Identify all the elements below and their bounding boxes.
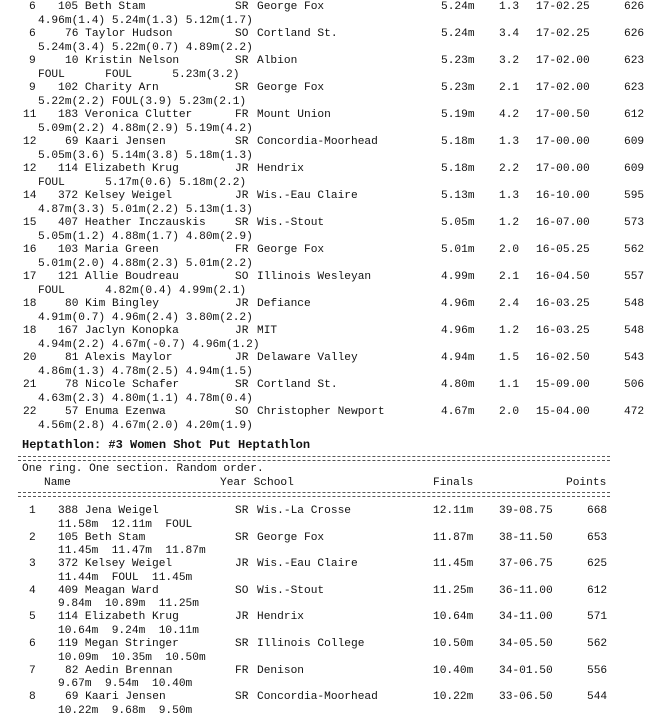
imperial-mark: 16-07.00 — [536, 217, 590, 229]
athlete: 407 Heather Inczauskis — [58, 217, 206, 229]
points: 556 — [587, 664, 608, 677]
header-name: Name — [44, 477, 71, 489]
mark: 11.87m — [433, 531, 474, 544]
mark: 5.01m — [441, 244, 475, 256]
mark: 5.24m — [441, 28, 475, 40]
imperial-mark: 17-02.00 — [536, 55, 590, 67]
year: JR — [235, 190, 249, 202]
year: SR — [235, 638, 249, 650]
place: 22 — [23, 406, 37, 418]
school: Illinois College — [257, 638, 365, 650]
points: 544 — [587, 691, 608, 704]
result-row — [0, 406, 655, 420]
place: 20 — [23, 352, 37, 364]
result-row — [0, 298, 655, 312]
year: FR — [235, 244, 249, 256]
school: George Fox — [257, 244, 325, 256]
imperial-mark: 34-11.00 — [499, 611, 553, 624]
imperial-mark: 34-01.50 — [499, 664, 553, 677]
imperial-mark: 16-10.00 — [536, 190, 590, 202]
attempts: 5.05m(1.2) 4.88m(1.7) 4.80m(2.9) — [38, 230, 253, 243]
place: 5 — [29, 611, 36, 624]
school: Concordia-Moorhead — [257, 691, 378, 704]
athlete: 114 Elizabeth Krug — [58, 611, 179, 624]
mark: 4.96m — [441, 298, 475, 310]
result-row — [0, 585, 655, 599]
year: SR — [235, 55, 249, 67]
result-row — [0, 190, 655, 204]
school: George Fox — [257, 1, 325, 13]
imperial-mark: 38-11.50 — [499, 531, 553, 544]
points: 543 — [624, 352, 645, 364]
event-note: One ring. One section. Random order. — [22, 463, 264, 475]
school: Defiance — [257, 298, 311, 310]
attempts: 11.44m FOUL 11.45m — [58, 571, 193, 584]
year: SO — [235, 584, 249, 597]
imperial-mark: 17-00.50 — [536, 109, 590, 121]
place: 8 — [29, 691, 36, 704]
imperial-mark: 17-00.00 — [536, 163, 590, 175]
athlete: 82 Aedin Brennan — [65, 664, 173, 677]
athlete: 102 Charity Arn — [58, 82, 159, 94]
imperial-mark: 16-03.25 — [536, 298, 590, 310]
divider — [18, 456, 610, 461]
athlete: 372 Kelsey Weigel — [58, 558, 173, 571]
place: 16 — [23, 244, 37, 256]
mark: 5.18m — [441, 136, 475, 148]
wind: 4.2 — [499, 109, 520, 121]
imperial-mark: 16-04.50 — [536, 271, 590, 283]
divider — [18, 492, 610, 497]
points: 668 — [587, 505, 608, 517]
result-row — [0, 505, 655, 519]
athlete: 119 Megan Stringer — [58, 638, 179, 650]
attempts: 4.56m(2.8) 4.67m(2.0) 4.20m(1.9) — [38, 419, 253, 432]
year: SO — [235, 271, 249, 283]
year: SR — [235, 136, 249, 148]
mark: 10.50m — [433, 638, 474, 650]
place: 6 — [29, 638, 36, 650]
place: 11 — [23, 109, 37, 121]
attempts: FOUL 5.17m(0.6) 5.18m(2.2) — [38, 176, 247, 189]
year: JR — [235, 298, 249, 310]
result-row — [0, 691, 655, 705]
wind: 3.2 — [499, 55, 520, 67]
points: 472 — [624, 406, 645, 418]
place: 6 — [29, 1, 36, 13]
wind: 2.0 — [499, 244, 520, 256]
athlete: 69 Kaari Jensen — [65, 136, 166, 148]
athlete: 78 Nicole Schafer — [65, 379, 180, 391]
result-row — [0, 28, 655, 42]
imperial-mark: 15-09.00 — [536, 379, 590, 391]
points: 653 — [587, 531, 608, 544]
points: 562 — [587, 638, 608, 650]
imperial-mark: 33-06.50 — [499, 691, 553, 704]
attempts: 5.24m(3.4) 5.22m(0.7) 4.89m(2.2) — [38, 41, 253, 54]
school: Wis.-Eau Claire — [257, 558, 358, 571]
school: Wis.-Eau Claire — [257, 190, 358, 202]
school: George Fox — [257, 82, 325, 94]
attempts: 4.94m(2.2) 4.67m(-0.7) 4.96m(1.2) — [38, 338, 260, 351]
athlete: 76 Taylor Hudson — [65, 28, 173, 40]
year: SO — [235, 406, 249, 418]
wind: 2.2 — [499, 163, 520, 175]
athlete: 103 Maria Green — [58, 244, 159, 256]
attempts: 11.58m 12.11m FOUL — [58, 518, 193, 531]
athlete: 81 Alexis Maylor — [65, 352, 173, 364]
attempts: 11.45m 11.47m 11.87m — [58, 545, 206, 558]
points: 626 — [624, 28, 645, 40]
attempts: FOUL 4.82m(0.4) 4.99m(2.1) — [38, 284, 247, 297]
mark: 4.80m — [441, 379, 475, 391]
header-year-school: Year School — [220, 477, 294, 489]
school: Illinois Wesleyan — [257, 271, 372, 283]
mark: 10.40m — [433, 664, 474, 677]
school: Cortland St. — [257, 28, 338, 40]
school: Wis.-Stout — [257, 584, 325, 597]
attempts: 5.09m(2.2) 4.88m(2.9) 5.19m(4.2) — [38, 122, 253, 135]
attempts: 9.67m 9.54m 10.40m — [58, 678, 193, 691]
result-row — [0, 271, 655, 285]
points: 506 — [624, 379, 645, 391]
year: JR — [235, 611, 249, 624]
athlete: 69 Kaari Jensen — [65, 691, 166, 704]
school: George Fox — [257, 531, 325, 544]
year: JR — [235, 352, 249, 364]
year: FR — [235, 109, 249, 121]
place: 9 — [29, 55, 36, 67]
imperial-mark: 15-04.00 — [536, 406, 590, 418]
points: 573 — [624, 217, 645, 229]
mark: 5.13m — [441, 190, 475, 202]
school: MIT — [257, 325, 278, 337]
imperial-mark: 17-00.00 — [536, 136, 590, 148]
mark: 12.11m — [433, 505, 474, 517]
imperial-mark: 16-03.25 — [536, 325, 590, 337]
mark: 5.23m — [441, 55, 475, 67]
athlete: 10 Kristin Nelson — [65, 55, 180, 67]
year: JR — [235, 325, 249, 337]
year: SR — [235, 1, 249, 13]
school: Delaware Valley — [257, 352, 358, 364]
mark: 4.96m — [441, 325, 475, 337]
place: 18 — [23, 298, 37, 310]
header-finals: Finals — [433, 477, 474, 489]
mark: 5.18m — [441, 163, 475, 175]
year: JR — [235, 163, 249, 175]
attempts: 5.22m(2.2) FOUL(3.9) 5.23m(2.1) — [38, 95, 247, 108]
points: 609 — [624, 163, 645, 175]
place: 14 — [23, 190, 37, 202]
result-row — [0, 163, 655, 177]
imperial-mark: 16-02.50 — [536, 352, 590, 364]
result-row — [0, 109, 655, 123]
attempts: 5.01m(2.0) 4.88m(2.3) 5.01m(2.2) — [38, 257, 253, 270]
attempts: 4.63m(2.3) 4.80m(1.1) 4.78m(0.4) — [38, 392, 253, 405]
result-row — [0, 1, 655, 15]
school: Denison — [257, 664, 304, 677]
athlete: 183 Veronica Clutter — [58, 109, 193, 121]
points: 626 — [624, 1, 645, 13]
mark: 5.23m — [441, 82, 475, 94]
school: Mount Union — [257, 109, 331, 121]
mark: 11.45m — [433, 558, 474, 571]
attempts: 5.05m(3.6) 5.14m(3.8) 5.18m(1.3) — [38, 149, 253, 162]
attempts: 10.09m 10.35m 10.50m — [58, 651, 206, 664]
wind: 2.4 — [499, 298, 520, 310]
attempts: FOUL FOUL 5.23m(3.2) — [38, 68, 240, 81]
result-row — [0, 558, 655, 572]
imperial-mark: 17-02.25 — [536, 28, 590, 40]
school: Christopher Newport — [257, 406, 385, 418]
wind: 2.1 — [499, 82, 520, 94]
wind: 1.1 — [499, 379, 520, 391]
result-row — [0, 244, 655, 258]
mark: 4.94m — [441, 352, 475, 364]
athlete: 167 Jaclyn Konopka — [58, 325, 179, 337]
year: SR — [235, 217, 249, 229]
place: 9 — [29, 82, 36, 94]
place: 15 — [23, 217, 37, 229]
result-row — [0, 352, 655, 366]
imperial-mark: 34-05.50 — [499, 638, 553, 650]
place: 6 — [29, 28, 36, 40]
athlete: 105 Beth Stam — [58, 1, 146, 13]
result-row — [0, 136, 655, 150]
wind: 2.1 — [499, 271, 520, 283]
mark: 5.24m — [441, 1, 475, 13]
points: 625 — [587, 558, 608, 571]
mark: 4.99m — [441, 271, 475, 283]
result-row — [0, 379, 655, 393]
wind: 1.2 — [499, 217, 520, 229]
school: Wis.-La Crosse — [257, 505, 351, 517]
result-row — [0, 82, 655, 96]
attempts: 4.96m(1.4) 5.24m(1.3) 5.12m(1.7) — [38, 14, 253, 27]
attempts: 10.64m 9.24m 10.11m — [58, 624, 199, 637]
points: 612 — [587, 584, 608, 597]
section-title: Heptathlon: #3 Women Shot Put Heptathlon — [22, 438, 311, 452]
attempts: 10.22m 9.68m 9.50m — [58, 704, 193, 717]
result-row — [0, 217, 655, 231]
year: SR — [235, 82, 249, 94]
mark: 11.25m — [433, 584, 474, 597]
imperial-mark: 36-11.00 — [499, 584, 553, 597]
place: 18 — [23, 325, 37, 337]
imperial-mark: 17-02.25 — [536, 1, 590, 13]
athlete: 409 Meagan Ward — [58, 584, 159, 597]
year: SR — [235, 691, 249, 704]
imperial-mark: 37-06.75 — [499, 558, 553, 571]
attempts: 9.84m 10.89m 11.25m — [58, 598, 199, 611]
school: Albion — [257, 55, 298, 67]
wind: 1.3 — [499, 136, 520, 148]
mark: 10.64m — [433, 611, 474, 624]
points: 562 — [624, 244, 645, 256]
year: SR — [235, 379, 249, 391]
result-row — [0, 638, 655, 652]
result-row — [0, 532, 655, 546]
place: 2 — [29, 531, 36, 544]
athlete: 57 Enuma Ezenwa — [65, 406, 166, 418]
points: 548 — [624, 298, 645, 310]
school: Cortland St. — [257, 379, 338, 391]
year: FR — [235, 664, 249, 677]
wind: 1.2 — [499, 325, 520, 337]
attempts: 4.91m(0.7) 4.96m(2.4) 3.80m(2.2) — [38, 311, 253, 324]
school: Wis.-Stout — [257, 217, 325, 229]
points: 557 — [624, 271, 645, 283]
school: Hendrix — [257, 163, 304, 175]
wind: 2.0 — [499, 406, 520, 418]
points: 612 — [624, 109, 645, 121]
wind: 1.3 — [499, 190, 520, 202]
header-points: Points — [566, 477, 607, 489]
place: 12 — [23, 136, 37, 148]
attempts: 4.86m(1.3) 4.78m(2.5) 4.94m(1.5) — [38, 365, 253, 378]
mark: 4.67m — [441, 406, 475, 418]
mark: 5.19m — [441, 109, 475, 121]
athlete: 114 Elizabeth Krug — [58, 163, 179, 175]
school: Hendrix — [257, 611, 304, 624]
result-row — [0, 665, 655, 679]
wind: 1.5 — [499, 352, 520, 364]
place: 1 — [29, 505, 36, 517]
athlete: 372 Kelsey Weigel — [58, 190, 173, 202]
place: 17 — [23, 271, 37, 283]
athlete: 121 Allie Boudreau — [58, 271, 179, 283]
place: 3 — [29, 558, 36, 571]
wind: 1.3 — [499, 1, 520, 13]
points: 623 — [624, 82, 645, 94]
points: 571 — [587, 611, 608, 624]
imperial-mark: 17-02.00 — [536, 82, 590, 94]
athlete: 388 Jena Weigel — [58, 505, 159, 517]
place: 21 — [23, 379, 37, 391]
imperial-mark: 16-05.25 — [536, 244, 590, 256]
points: 623 — [624, 55, 645, 67]
imperial-mark: 39-08.75 — [499, 505, 553, 517]
wind: 3.4 — [499, 28, 520, 40]
year: SO — [235, 28, 249, 40]
result-row — [0, 325, 655, 339]
school: Concordia-Moorhead — [257, 136, 378, 148]
mark: 10.22m — [433, 691, 474, 704]
place: 7 — [29, 664, 36, 677]
points: 548 — [624, 325, 645, 337]
points: 609 — [624, 136, 645, 148]
year: SR — [235, 531, 249, 544]
place: 12 — [23, 163, 37, 175]
athlete: 80 Kim Bingley — [65, 298, 159, 310]
points: 595 — [624, 190, 645, 202]
mark: 5.05m — [441, 217, 475, 229]
place: 4 — [29, 584, 36, 597]
attempts: 4.87m(3.3) 5.01m(2.2) 5.13m(1.3) — [38, 203, 253, 216]
result-row — [0, 55, 655, 69]
year: SR — [235, 505, 249, 517]
athlete: 105 Beth Stam — [58, 531, 146, 544]
result-row — [0, 611, 655, 625]
year: JR — [235, 558, 249, 571]
